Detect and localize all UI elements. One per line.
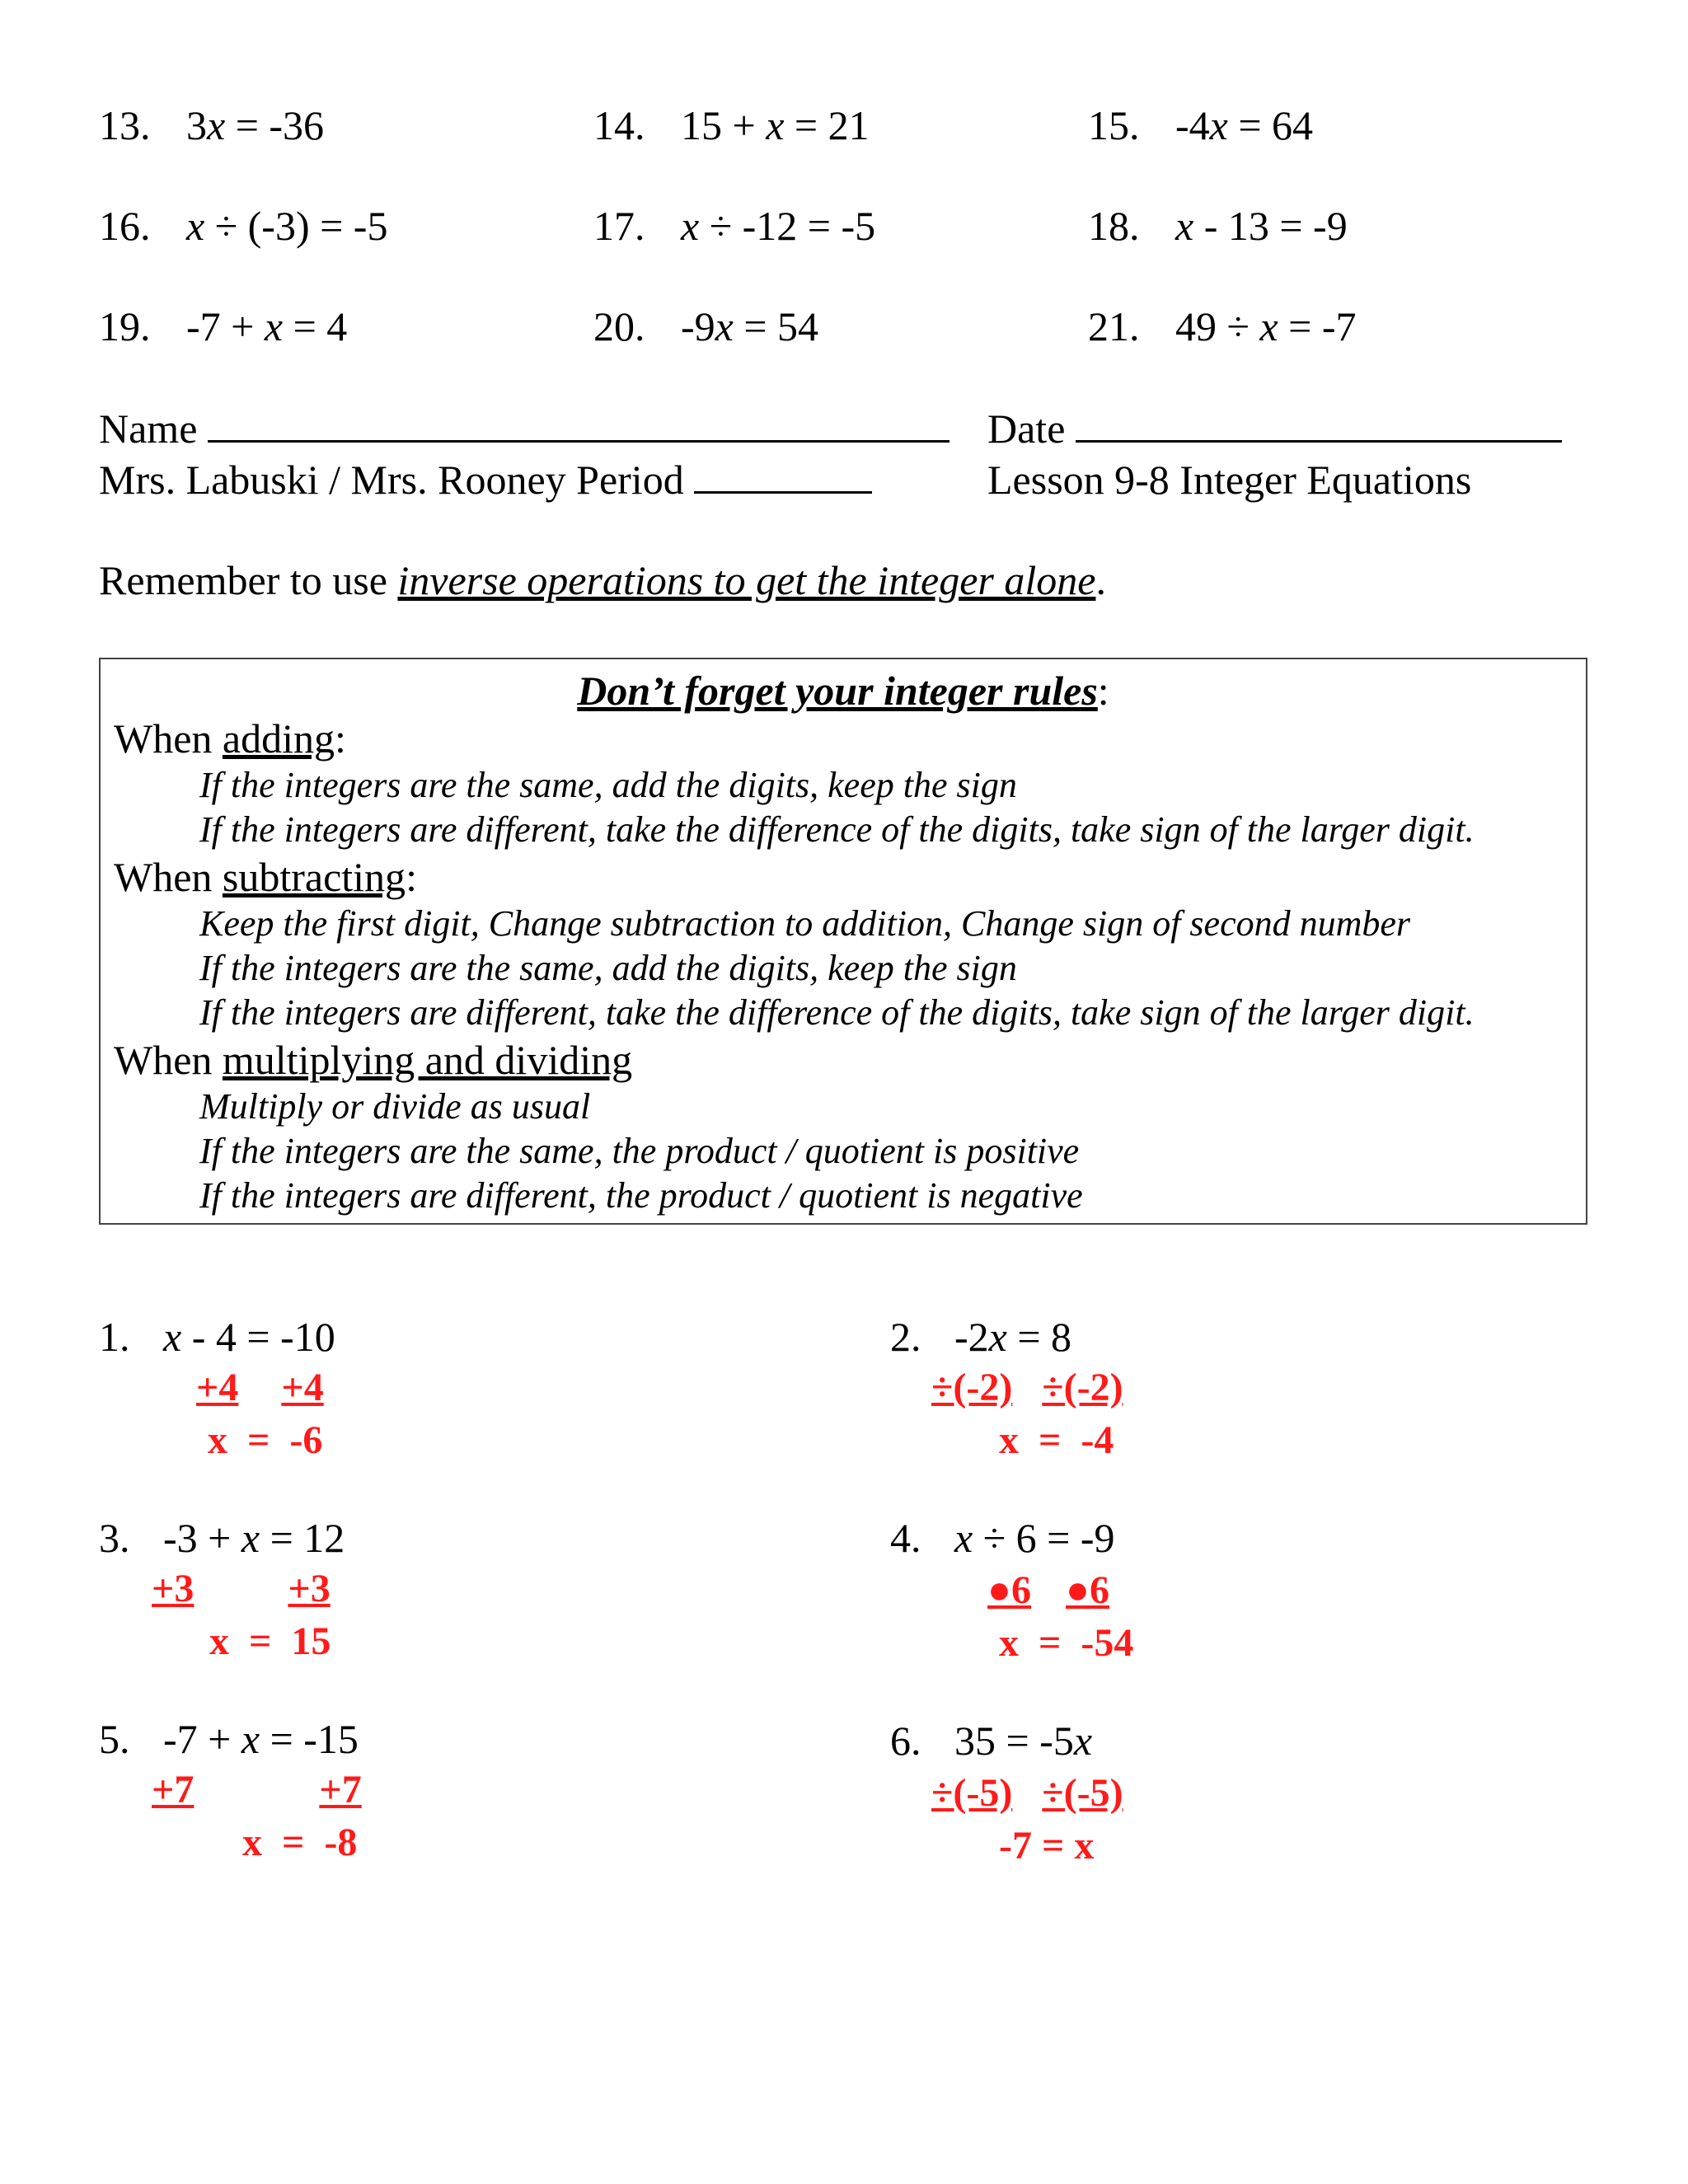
worked-1-step: +4 +4 — [196, 1366, 324, 1409]
worked-problem-6: 6. 35 = -5x — [890, 1718, 1093, 1764]
name-line — [99, 404, 950, 453]
worked-6-answer: -7 = x — [999, 1824, 1095, 1868]
lesson-title: Lesson 9-8 Integer Equations — [987, 457, 1472, 503]
name-blank[interactable] — [208, 407, 950, 443]
worked-problem-3: 3. -3 + x = 12 — [99, 1515, 345, 1561]
problem-19: 19. -7 + x = 4 — [99, 303, 348, 349]
rules-subtracting-line: Keep the first digit, Change subtraction to addition, Change sign of second number — [199, 903, 1411, 944]
worked-6-step: ÷(-5) ÷(-5) — [931, 1771, 1123, 1815]
worked-3-answer: x = 15 — [209, 1619, 331, 1663]
problem-20: 20. -9x = 54 — [593, 303, 819, 349]
worked-2-answer: x = -4 — [999, 1418, 1114, 1462]
worked-problem-4: 4. x ÷ 6 = -9 — [890, 1515, 1115, 1561]
period-line — [99, 455, 872, 504]
rules-multiplying-line: If the integers are different, the product / quotient is negative — [199, 1175, 1083, 1216]
worked-4-answer: x = -54 — [999, 1621, 1134, 1665]
rules-title: Don’t forget your integer rules: — [577, 668, 1109, 714]
problem-14: 14. 15 + x = 21 — [593, 102, 870, 148]
worked-4-step: ●6 ●6 — [987, 1568, 1109, 1612]
worked-problem-2: 2. -2x = 8 — [890, 1314, 1072, 1360]
worked-problem-1: 1. x - 4 = -10 — [99, 1314, 335, 1360]
rules-multiplying-line: If the integers are the same, the product / quotient is positive — [199, 1131, 1080, 1171]
date-blank[interactable] — [1076, 407, 1562, 443]
remember-instruction: Remember to use inverse operations to get the integer alone. — [99, 557, 1106, 603]
problem-18: 18. x - 13 = -9 — [1088, 203, 1348, 249]
rules-subtracting-heading: When subtracting: — [114, 854, 417, 900]
rules-multiplying-line: Multiply or divide as usual — [199, 1086, 591, 1127]
worked-1-answer: x = -6 — [208, 1418, 323, 1462]
date-line — [987, 404, 1562, 453]
problem-16: 16. x ÷ (-3) = -5 — [99, 203, 388, 249]
worked-5-step: +7 +7 — [152, 1768, 362, 1811]
problem-15: 15. -4x = 64 — [1088, 102, 1314, 148]
period-blank[interactable] — [694, 458, 872, 494]
rules-multiplying-heading: When multiplying and dividing — [114, 1037, 633, 1083]
name-label: Name — [99, 405, 198, 452]
teacher-period: Mrs. Labuski / Mrs. Rooney Period — [99, 457, 684, 503]
rules-subtracting-line: If the integers are the same, add the digits, keep the sign — [199, 948, 1017, 988]
worked-2-step: ÷(-2) ÷(-2) — [931, 1366, 1123, 1409]
problem-21: 21. 49 ÷ x = -7 — [1088, 303, 1357, 349]
worked-problem-5: 5. -7 + x = -15 — [99, 1716, 359, 1762]
rules-adding-line: If the integers are different, take the difference of the digits, take sign of the larger digit. — [199, 809, 1475, 850]
date-label: Date — [987, 405, 1066, 452]
worked-5-answer: x = -8 — [242, 1821, 358, 1864]
rules-subtracting-line: If the integers are different, take the difference of the digits, take sign of the larger digit. — [199, 992, 1475, 1033]
rules-adding-line: If the integers are the same, add the digits, keep the sign — [199, 765, 1017, 805]
problem-17: 17. x ÷ -12 = -5 — [593, 203, 876, 249]
problem-13: 13. 3x = -36 — [99, 102, 325, 148]
integer-rules-box — [99, 658, 1587, 1225]
rules-adding-heading: When adding: — [114, 715, 346, 762]
worked-3-step: +3 +3 — [152, 1567, 331, 1610]
